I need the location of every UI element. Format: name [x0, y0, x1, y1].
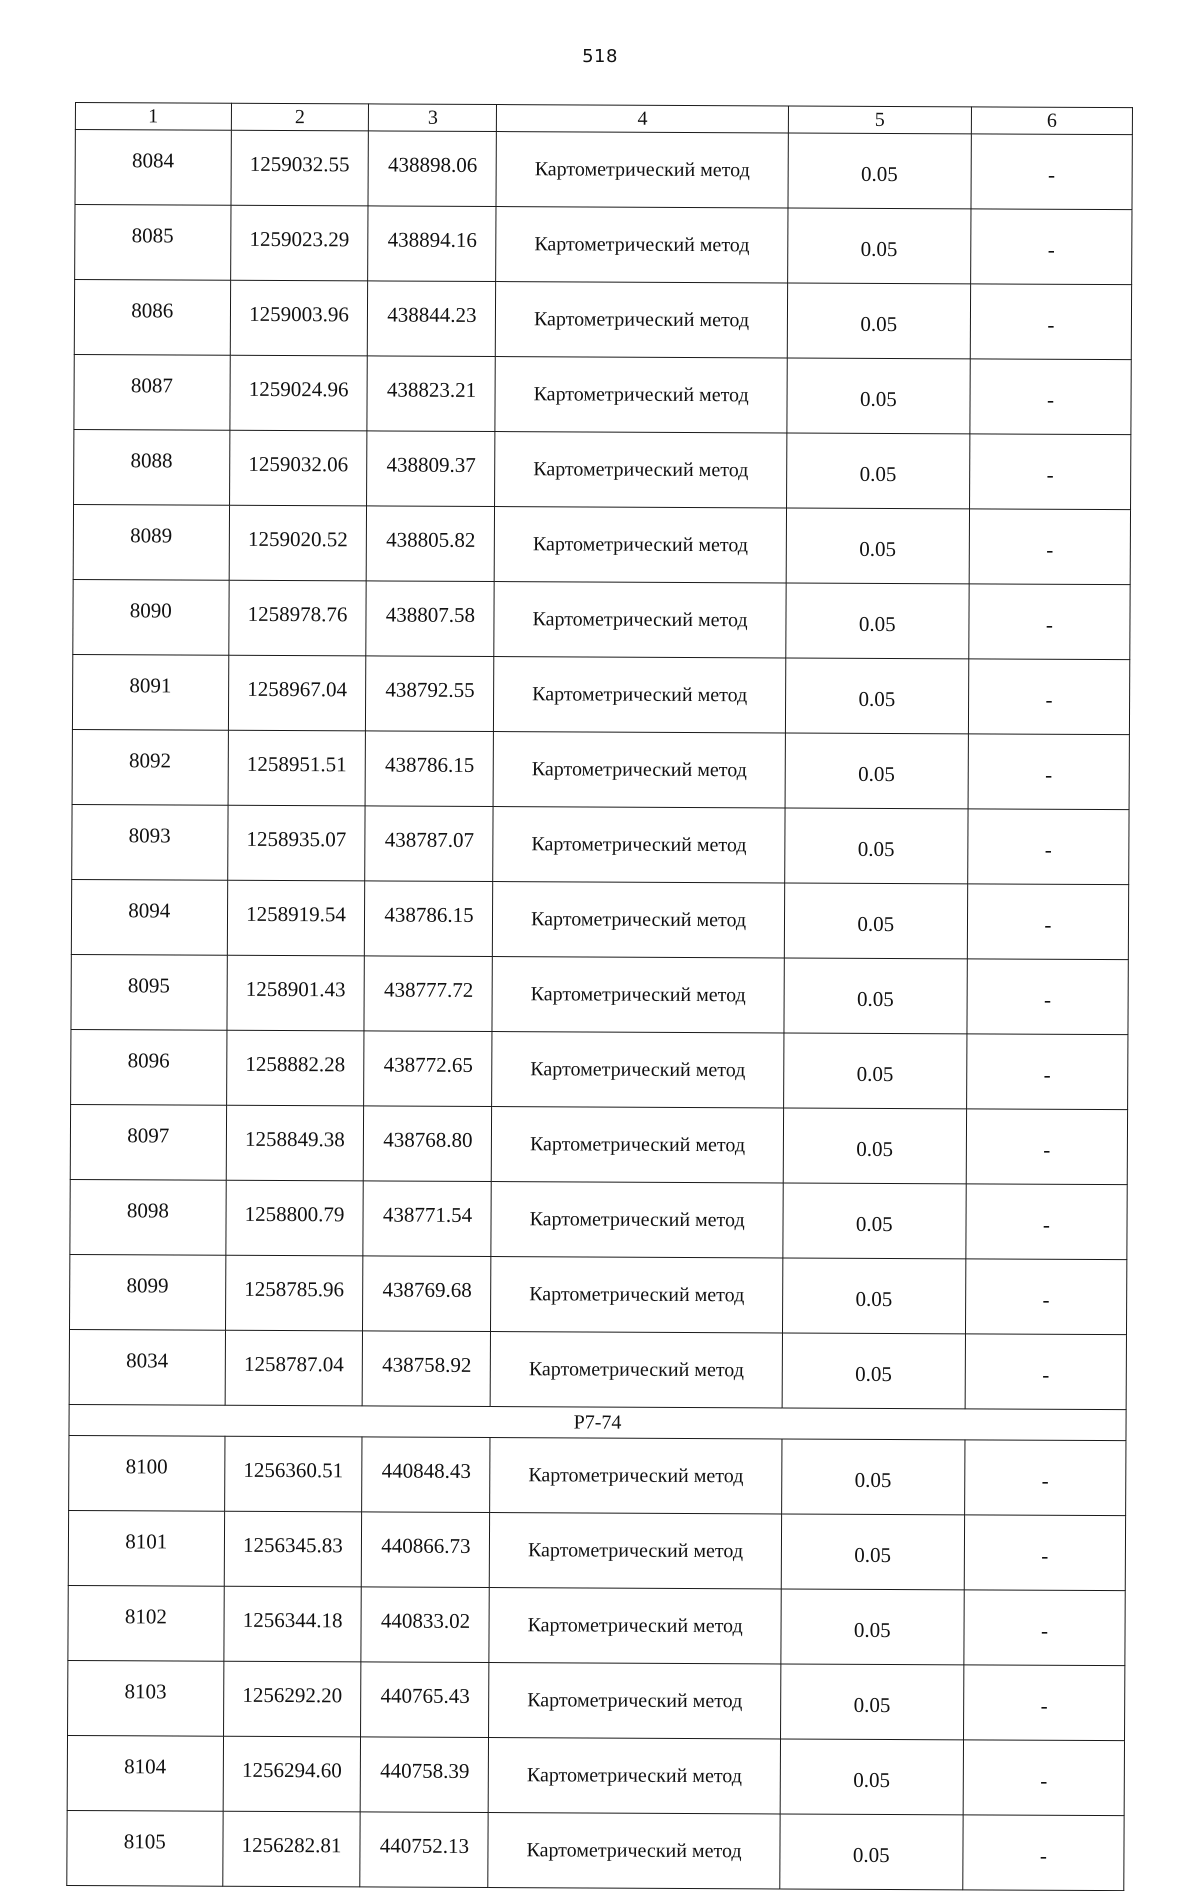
method-cell: Картометрический метод	[492, 1032, 784, 1108]
column-header-1: 1	[75, 103, 231, 131]
point-id-cell: 8088	[74, 429, 230, 505]
method-cell: Картометрический метод	[490, 1438, 782, 1514]
point-id-cell: 8086	[74, 280, 230, 356]
method-cell: Картометрический метод	[489, 1588, 781, 1664]
accuracy-cell: 0.05	[787, 208, 971, 284]
accuracy-cell: 0.05	[788, 133, 972, 209]
method-cell: Картометрический метод	[493, 882, 785, 958]
method-cell: Картометрический метод	[494, 732, 786, 808]
method-cell: Картометрический метод	[493, 807, 785, 883]
method-cell: Картометрический метод	[496, 282, 788, 358]
point-id-cell: 8103	[68, 1660, 224, 1736]
page-number: 518	[582, 46, 618, 67]
table-row	[71, 879, 1128, 959]
method-cell: Картометрический метод	[494, 657, 786, 733]
method-cell: Картометрический метод	[496, 132, 788, 208]
y-coordinate-cell: 438787.07	[365, 806, 493, 882]
x-coordinate-cell: 1256344.18	[223, 1586, 361, 1662]
y-coordinate-cell: 438758.92	[363, 1331, 491, 1407]
point-id-cell: 8084	[75, 130, 231, 206]
table-row	[69, 1329, 1126, 1409]
point-id-cell: 8085	[75, 205, 231, 281]
x-coordinate-cell: 1258882.28	[226, 1030, 364, 1106]
y-coordinate-cell: 440848.43	[362, 1437, 490, 1513]
x-coordinate-cell: 1258785.96	[225, 1255, 363, 1331]
point-id-cell: 8092	[72, 729, 228, 805]
accuracy-cell: 0.05	[780, 1814, 964, 1890]
table-row	[67, 1735, 1124, 1815]
y-coordinate-cell: 440866.73	[362, 1512, 490, 1588]
table-row	[71, 1029, 1128, 1109]
method-cell: Картометрический метод	[495, 507, 787, 583]
x-coordinate-cell: 1258935.07	[227, 805, 365, 881]
x-coordinate-cell: 1259003.96	[230, 280, 368, 356]
x-coordinate-cell: 1258967.04	[228, 655, 366, 731]
y-coordinate-cell: 438894.16	[368, 206, 496, 282]
table-row	[75, 205, 1132, 285]
y-coordinate-cell: 438768.80	[364, 1106, 492, 1182]
y-coordinate-cell: 438786.15	[366, 731, 494, 807]
x-coordinate-cell: 1258901.43	[227, 955, 365, 1031]
note-cell: -	[970, 209, 1131, 285]
table-row	[69, 1435, 1126, 1515]
accuracy-cell: 0.05	[781, 1439, 965, 1515]
point-id-cell: 8091	[72, 654, 228, 730]
table-row	[68, 1585, 1125, 1665]
point-id-cell: 8099	[70, 1254, 226, 1330]
accuracy-cell: 0.05	[787, 358, 971, 434]
x-coordinate-cell: 1258800.79	[225, 1180, 363, 1256]
table-row	[73, 504, 1130, 584]
x-coordinate-cell: 1258951.51	[228, 730, 366, 806]
column-header-6: 6	[971, 107, 1132, 135]
x-coordinate-cell: 1258919.54	[227, 880, 365, 956]
accuracy-cell: 0.05	[783, 1108, 967, 1184]
point-id-cell: 8089	[73, 504, 229, 580]
method-cell: Картометрический метод	[490, 1513, 782, 1589]
x-coordinate-cell: 1259023.29	[230, 205, 368, 281]
x-coordinate-cell: 1256294.60	[223, 1736, 361, 1812]
x-coordinate-cell: 1256345.83	[224, 1511, 362, 1587]
note-cell: -	[963, 1815, 1124, 1891]
point-id-cell: 8098	[70, 1179, 226, 1255]
y-coordinate-cell: 438898.06	[368, 131, 496, 207]
accuracy-cell: 0.05	[784, 883, 968, 959]
section-row	[69, 1404, 1126, 1440]
point-id-cell: 8095	[71, 954, 227, 1030]
x-coordinate-cell: 1259020.52	[229, 505, 367, 581]
column-header-4: 4	[497, 105, 788, 133]
note-cell: -	[971, 134, 1132, 210]
note-cell: -	[966, 1034, 1127, 1110]
note-cell: -	[970, 284, 1131, 360]
method-cell: Картометрический метод	[495, 357, 787, 433]
method-cell: Картометрический метод	[489, 1663, 781, 1739]
y-coordinate-cell: 438771.54	[363, 1181, 491, 1257]
table-row	[74, 429, 1131, 509]
table-row	[70, 1104, 1127, 1184]
note-cell: -	[965, 1334, 1126, 1410]
column-header-2: 2	[231, 103, 369, 131]
note-cell: -	[970, 359, 1131, 435]
note-cell: -	[966, 1109, 1127, 1185]
method-cell: Картометрический метод	[488, 1813, 780, 1889]
point-id-cell: 8104	[67, 1735, 223, 1811]
x-coordinate-cell: 1258787.04	[225, 1330, 363, 1406]
note-cell: -	[966, 1184, 1127, 1260]
column-header-5: 5	[788, 106, 971, 134]
y-coordinate-cell: 438786.15	[365, 881, 493, 957]
method-cell: Картометрический метод	[492, 1107, 784, 1183]
accuracy-cell: 0.05	[787, 283, 971, 359]
method-cell: Картометрический метод	[491, 1332, 783, 1408]
y-coordinate-cell: 438807.58	[366, 581, 494, 657]
accuracy-cell: 0.05	[781, 1589, 965, 1665]
y-coordinate-cell: 438809.37	[367, 431, 495, 507]
method-cell: Картометрический метод	[489, 1738, 781, 1814]
x-coordinate-cell: 1259032.55	[231, 130, 369, 206]
accuracy-cell: 0.05	[782, 1258, 966, 1334]
table-row	[68, 1660, 1125, 1740]
accuracy-cell: 0.05	[786, 508, 970, 584]
accuracy-cell: 0.05	[786, 433, 970, 509]
accuracy-cell: 0.05	[784, 808, 968, 884]
note-cell: -	[964, 1590, 1125, 1666]
note-cell: -	[968, 659, 1129, 735]
point-id-cell: 8102	[68, 1585, 224, 1661]
y-coordinate-cell: 438805.82	[367, 506, 495, 582]
note-cell: -	[965, 1259, 1126, 1335]
x-coordinate-cell: 1256292.20	[223, 1661, 361, 1737]
accuracy-cell: 0.05	[780, 1739, 964, 1815]
accuracy-cell: 0.05	[782, 1333, 966, 1409]
note-cell: -	[963, 1740, 1124, 1816]
accuracy-cell: 0.05	[781, 1514, 965, 1590]
y-coordinate-cell: 440758.39	[361, 1737, 489, 1813]
point-id-cell: 8097	[70, 1104, 226, 1180]
note-cell: -	[969, 584, 1130, 660]
note-cell: -	[963, 1665, 1124, 1741]
point-id-cell: 8093	[72, 804, 228, 880]
method-cell: Картометрический метод	[495, 432, 787, 508]
table-row	[73, 579, 1130, 659]
table-row	[72, 804, 1129, 884]
y-coordinate-cell: 438777.72	[364, 956, 492, 1032]
y-coordinate-cell: 438844.23	[368, 281, 496, 357]
x-coordinate-cell: 1258849.38	[226, 1105, 364, 1181]
table-row	[70, 1179, 1127, 1259]
table-row	[74, 280, 1131, 360]
y-coordinate-cell: 440752.13	[360, 1812, 488, 1888]
note-cell: -	[968, 734, 1129, 810]
method-cell: Картометрический метод	[491, 1182, 783, 1258]
table-row	[67, 1810, 1124, 1890]
point-id-cell: 8100	[69, 1435, 225, 1511]
note-cell: -	[967, 884, 1128, 960]
accuracy-cell: 0.05	[780, 1664, 964, 1740]
accuracy-cell: 0.05	[785, 733, 969, 809]
accuracy-cell: 0.05	[783, 1033, 967, 1109]
accuracy-cell: 0.05	[786, 583, 970, 659]
point-id-cell: 8105	[67, 1810, 223, 1886]
y-coordinate-cell: 438772.65	[364, 1031, 492, 1107]
point-id-cell: 8090	[73, 579, 229, 655]
section-title: Р7-74	[69, 1404, 1126, 1440]
x-coordinate-cell: 1256360.51	[224, 1436, 362, 1512]
accuracy-cell: 0.05	[783, 1183, 967, 1259]
point-id-cell: 8034	[69, 1329, 225, 1405]
method-cell: Картометрический метод	[496, 207, 788, 283]
method-cell: Картометрический метод	[494, 582, 786, 658]
table-body	[67, 130, 1133, 1891]
accuracy-cell: 0.05	[784, 958, 968, 1034]
point-id-cell: 8101	[68, 1510, 224, 1586]
x-coordinate-cell: 1259032.06	[229, 430, 367, 506]
y-coordinate-cell: 438823.21	[367, 356, 495, 432]
x-coordinate-cell: 1256282.81	[222, 1811, 360, 1887]
x-coordinate-cell: 1258978.76	[228, 580, 366, 656]
note-cell: -	[968, 809, 1129, 885]
point-id-cell: 8096	[71, 1029, 227, 1105]
note-cell: -	[967, 959, 1128, 1035]
y-coordinate-cell: 438769.68	[363, 1256, 491, 1332]
table-row	[72, 654, 1129, 734]
column-header-3: 3	[369, 104, 497, 132]
table-row	[74, 354, 1131, 434]
y-coordinate-cell: 440765.43	[361, 1662, 489, 1738]
method-cell: Картометрический метод	[492, 957, 784, 1033]
note-cell: -	[969, 434, 1130, 510]
coordinates-table	[66, 102, 1133, 1891]
table-row	[68, 1510, 1125, 1590]
y-coordinate-cell: 440833.02	[361, 1587, 489, 1663]
note-cell: -	[964, 1515, 1125, 1591]
method-cell: Картометрический метод	[491, 1257, 783, 1333]
table-row	[70, 1254, 1127, 1334]
table-row	[72, 729, 1129, 809]
accuracy-cell: 0.05	[785, 658, 969, 734]
x-coordinate-cell: 1259024.96	[229, 355, 367, 431]
table-row	[75, 130, 1132, 210]
note-cell: -	[969, 509, 1130, 585]
y-coordinate-cell: 438792.55	[366, 656, 494, 732]
point-id-cell: 8087	[74, 354, 230, 430]
point-id-cell: 8094	[71, 879, 227, 955]
table-row	[71, 954, 1128, 1034]
note-cell: -	[964, 1440, 1125, 1516]
